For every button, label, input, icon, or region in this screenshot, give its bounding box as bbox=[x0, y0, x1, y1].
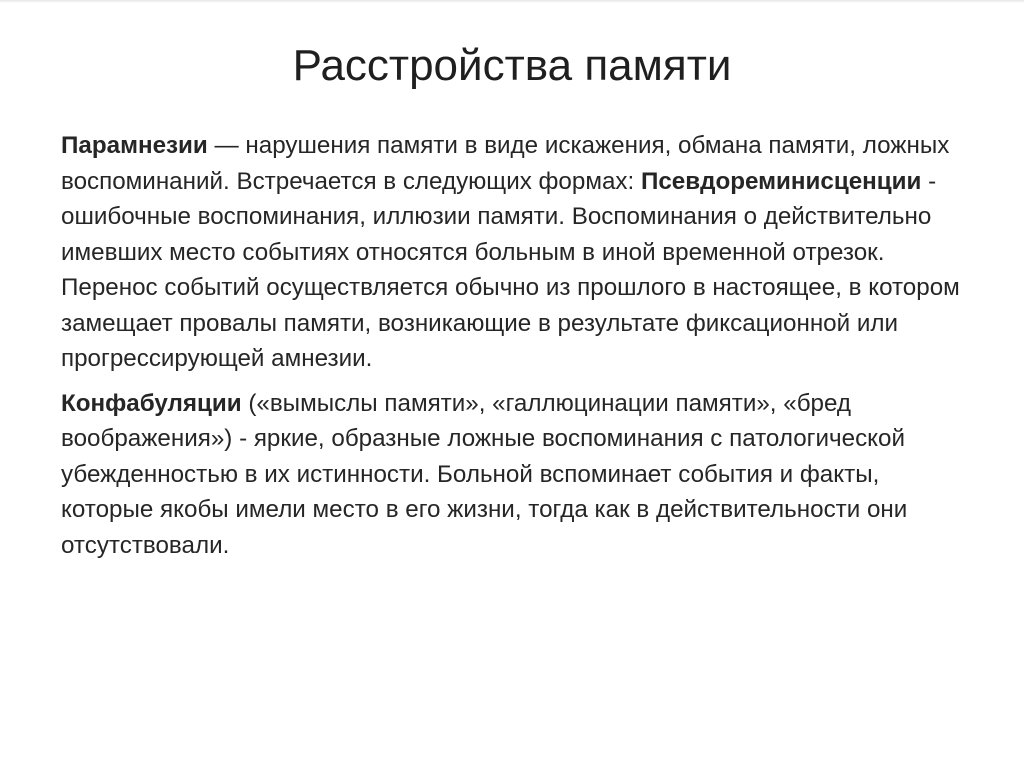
confabulation-definition: («вымыслы памяти», «галлюцинации памяти», «бред воображения») - яркие, образные ложные воспоминания с патологической убежденностью в их истинности. Больной вспоминает события и факты, которые якобы имели место в его жизни, тогда как в действительности они отсутствовали. bbox=[61, 389, 908, 559]
term-paramnesia: Парамнезии bbox=[61, 132, 208, 159]
term-confabulation: Конфабуляции bbox=[61, 389, 242, 417]
paragraph-paramnesia bbox=[61, 128, 961, 377]
paramnesia-definition: — нарушения памяти в виде искажения, обмана памяти, ложных воспоминаний. Встречается в следующих формах: bbox=[61, 132, 950, 195]
slide-body bbox=[61, 128, 961, 563]
top-edge-shadow bbox=[0, 0, 1024, 3]
term-pseudoreminiscence: Псевдореминисценции bbox=[640, 167, 922, 195]
pseudoreminiscence-definition: - ошибочные воспоминания, иллюзии памяти. Воспоминания о действительно имевших место событиях относятся больным в иной временной отрезок. Перенос событий осуществляется обычно из прошлого в настоящее, в котором замещает провалы памяти, возникающие в результате фиксационной или прогрессирующей амнезии. bbox=[61, 167, 960, 372]
slide-title: Расстройства памяти bbox=[292, 41, 732, 90]
paragraph-confabulation bbox=[61, 386, 961, 564]
